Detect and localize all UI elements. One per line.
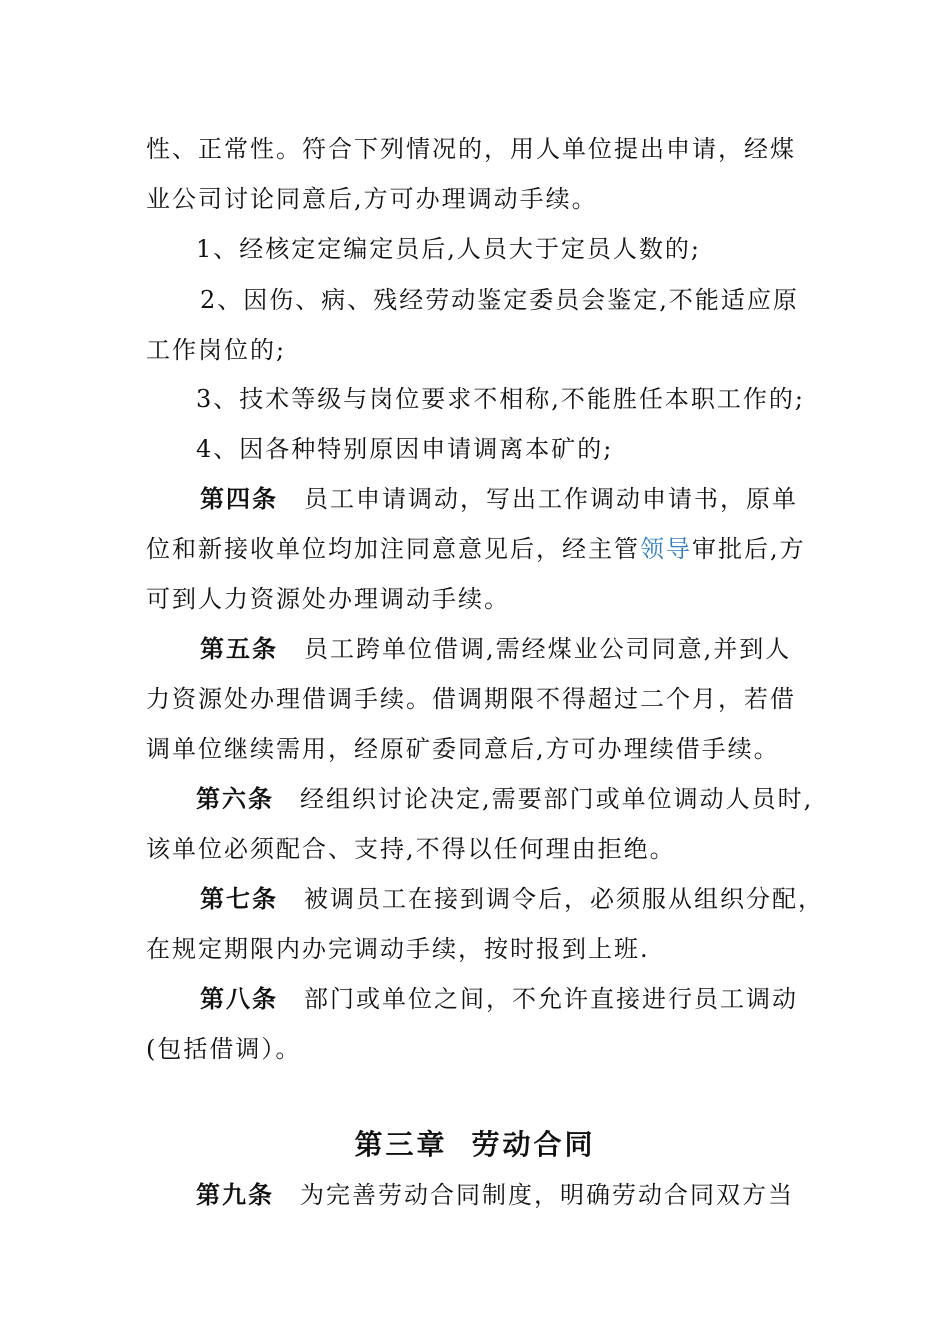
chapter-number: 第三章 — [354, 1128, 448, 1161]
article-5 — [200, 634, 791, 664]
article-4-line-2 — [146, 534, 806, 564]
article-9-label: 第九条 — [196, 1180, 274, 1209]
article-4-text: 员工申请调动，写出工作调动申请书，原单 — [304, 485, 798, 513]
article-5-line-3: 调单位继续需用，经原矿委同意后,方可办理续借手续。 — [146, 735, 780, 763]
article-7-label: 第七条 — [200, 884, 278, 913]
list-item-3: 3、技术等级与岗位要求不相称,不能胜任本职工作的; — [196, 385, 805, 413]
article-8 — [200, 984, 798, 1014]
article-7 — [200, 884, 824, 914]
chapter-heading — [0, 1128, 950, 1162]
article-8-label: 第八条 — [200, 984, 278, 1013]
chapter-title: 劳动合同 — [471, 1128, 596, 1161]
article-4-text: 审批后,方 — [692, 535, 806, 563]
article-5-text: 员工跨单位借调,需经煤业公司同意,并到人 — [304, 635, 792, 663]
list-item-2-continued: 工作岗位的; — [146, 336, 287, 364]
article-9-text: 为完善劳动合同制度，明确劳动合同双方当 — [300, 1181, 794, 1209]
article-7-text: 被调员工在接到调令后，必须服从组织分配， — [304, 885, 824, 913]
list-item-2: 2、因伤、病、残经劳动鉴定委员会鉴定,不能适应原 — [200, 286, 799, 314]
article-4-line-3: 可到人力资源处办理调动手续。 — [146, 585, 510, 613]
paragraph-line: 性、正常性。符合下列情况的，用人单位提出申请，经煤 — [146, 135, 796, 163]
article-5-line-2: 力资源处办理借调手续。借调期限不得超过二个月，若借 — [146, 685, 796, 713]
leader-link[interactable]: 领导 — [640, 535, 692, 563]
article-4 — [200, 484, 798, 514]
article-5-label: 第五条 — [200, 634, 278, 663]
article-8-text: 部门或单位之间，不允许直接进行员工调动 — [304, 985, 798, 1013]
list-item-1: 1、经核定定编定员后,人员大于定员人数的; — [196, 235, 701, 263]
article-6-text: 经组织讨论决定,需要部门或单位调动人员时, — [300, 785, 814, 813]
article-4-label: 第四条 — [200, 484, 278, 513]
article-6-line-2: 该单位必须配合、支持,不得以任何理由拒绝。 — [146, 835, 676, 863]
article-9 — [196, 1180, 794, 1210]
article-7-line-2: 在规定期限内办完调动手续，按时报到上班. — [146, 935, 650, 963]
article-6-label: 第六条 — [196, 784, 274, 813]
article-8-line-2: (包括借调）。 — [146, 1035, 302, 1063]
paragraph-line: 业公司讨论同意后,方可办理调动手续。 — [146, 185, 598, 213]
list-item-4: 4、因各种特别原因申请调离本矿的; — [196, 435, 614, 463]
article-4-text: 位和新接收单位均加注同意意见后，经主管 — [146, 535, 640, 563]
article-6 — [196, 784, 813, 814]
